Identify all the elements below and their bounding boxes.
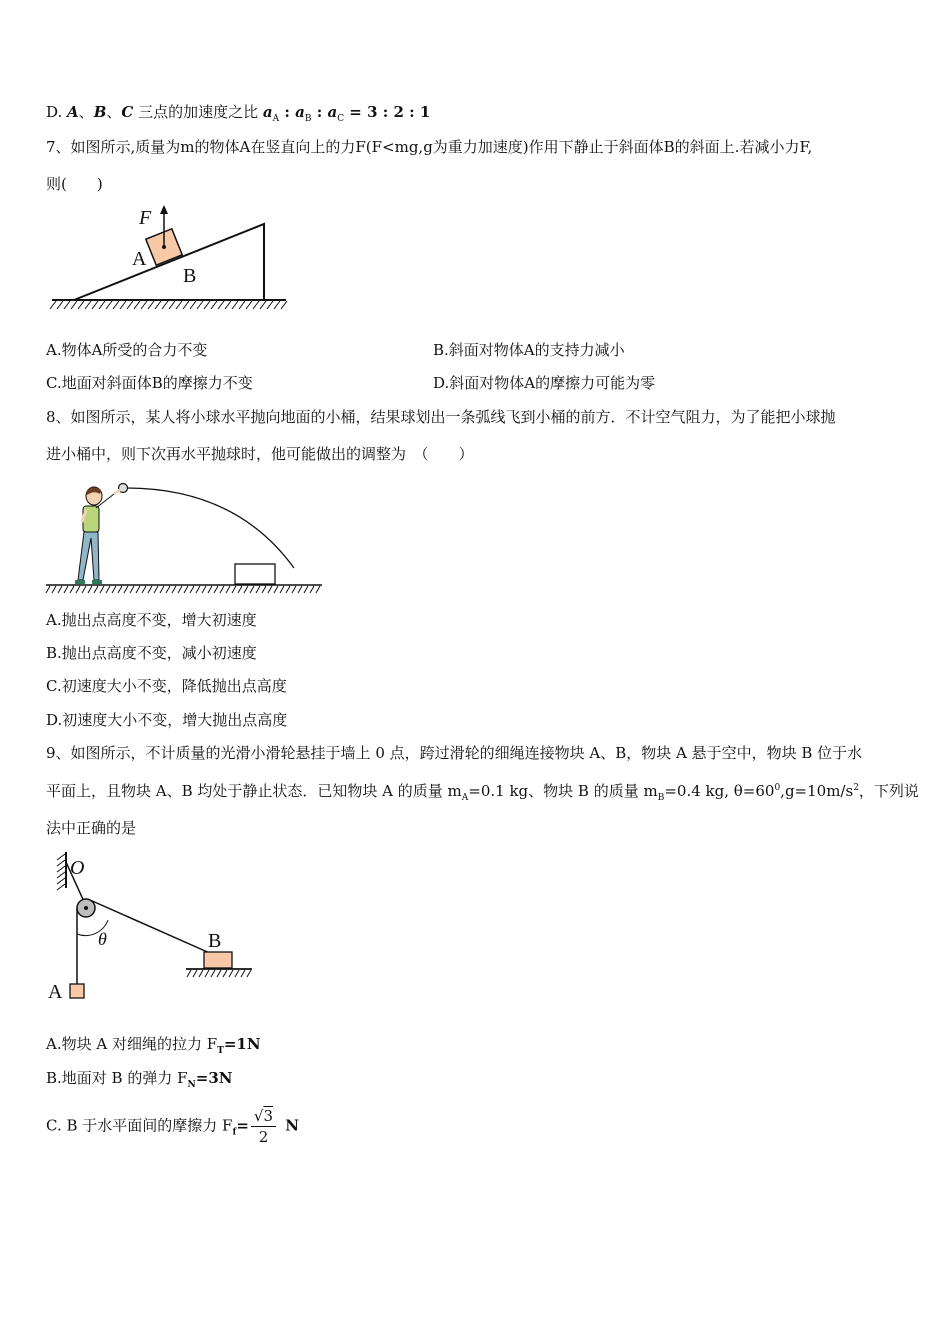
q8-option-b[interactable]: B.抛出点高度不变，减小初速度: [46, 644, 257, 662]
q8-figure-throw: [46, 478, 324, 598]
q7-stem-line1: 7、如图所示,质量为m的物体A在竖直向上的力F(F<mg,g为重力加速度)作用下静止于斜面体B的斜面上.若减小力F,: [46, 138, 813, 156]
q9-rope-b: [90, 900, 212, 954]
q6-option-d: D. A、B、C 三点的加速度之比 $a_A$ : $a_B$ : $a_C = 3$ : 2 : 1: [46, 103, 431, 124]
q7-figure-incline: [46, 200, 291, 315]
q7-option-d[interactable]: D.斜面对物体A的摩擦力可能为零: [433, 374, 656, 392]
q7-force-arrowhead: [160, 205, 168, 214]
q7-label-a: A: [132, 248, 147, 270]
q9-figure-pulley: [46, 848, 256, 1004]
q7-label-f: F: [139, 207, 152, 229]
q7-option-b[interactable]: B.斜面对物体A的支持力减小: [433, 341, 625, 359]
q8-option-c[interactable]: C.初速度大小不变，降低抛出点高度: [46, 677, 287, 695]
q9-wall-hatch: [57, 854, 65, 890]
q9-option-c[interactable]: C. B 于水平面间的摩擦力 $F_f=$ $\frac{√3}{2}$ N: [46, 1107, 299, 1146]
q9-label-theta: θ: [98, 929, 107, 949]
q9-block-a: [70, 984, 84, 998]
q9-label-a: A: [48, 981, 63, 1003]
q9-stem-line1: 9、如图所示，不计质量的光滑小滑轮悬挂于墙上 0 点，跨过滑轮的细绳连接物块 A、B，物块 A 悬于空中，物块 B 位于水: [46, 744, 863, 762]
q9-stem-line3: 法中正确的是: [46, 819, 137, 837]
q9-block-b: [204, 952, 232, 968]
q8-person: [75, 487, 120, 584]
q7-stem-line2: 则( ): [46, 175, 103, 193]
q7-option-c[interactable]: C.地面对斜面体B的摩擦力不变: [46, 374, 253, 392]
q7-label-b: B: [183, 265, 197, 287]
q7-ground-hatch: [50, 301, 287, 309]
q8-stem-line1: 8、如图所示，某人将小球水平抛向地面的小桶，结果球划出一条弧线飞到小桶的前方．不计空气阻力，为了能把小球抛: [46, 408, 836, 426]
q9-floor-hatch: [187, 970, 251, 977]
q8-bucket: [235, 564, 275, 584]
q9-stem-line2: 平面上，且物块 A、B 均处于静止状态．已知物块 A 的质量 $m_A=0.1$ kg、物块 B 的质量 $m_B=0.4$ kg, $\theta=60^0,g=10m/s^2$，下列说: [46, 782, 919, 803]
q8-trajectory: [126, 488, 294, 568]
q8-option-d[interactable]: D.初速度大小不变，增大抛出点高度: [46, 711, 288, 729]
q7-option-a[interactable]: A.物体A所受的合力不变: [46, 341, 208, 359]
q9-pulley-axle: [84, 906, 88, 910]
q9-option-b[interactable]: B.地面对 B 的弹力 $F_N=3N$: [46, 1069, 233, 1090]
q9-option-a[interactable]: A.物块 A 对细绳的拉力 $F_T=1N$: [46, 1035, 261, 1056]
q9-label-b: B: [208, 930, 222, 952]
q8-ground-hatch: [46, 586, 320, 593]
q9-option-c-fraction: $\frac{√3}{2}$: [251, 1106, 276, 1147]
q9-label-o: O: [70, 857, 85, 879]
q8-option-a[interactable]: A.抛出点高度不变，增大初速度: [46, 611, 257, 629]
q8-stem-line2: 进小桶中，则下次再水平抛球时，他可能做出的调整为 （ ）: [46, 445, 474, 463]
